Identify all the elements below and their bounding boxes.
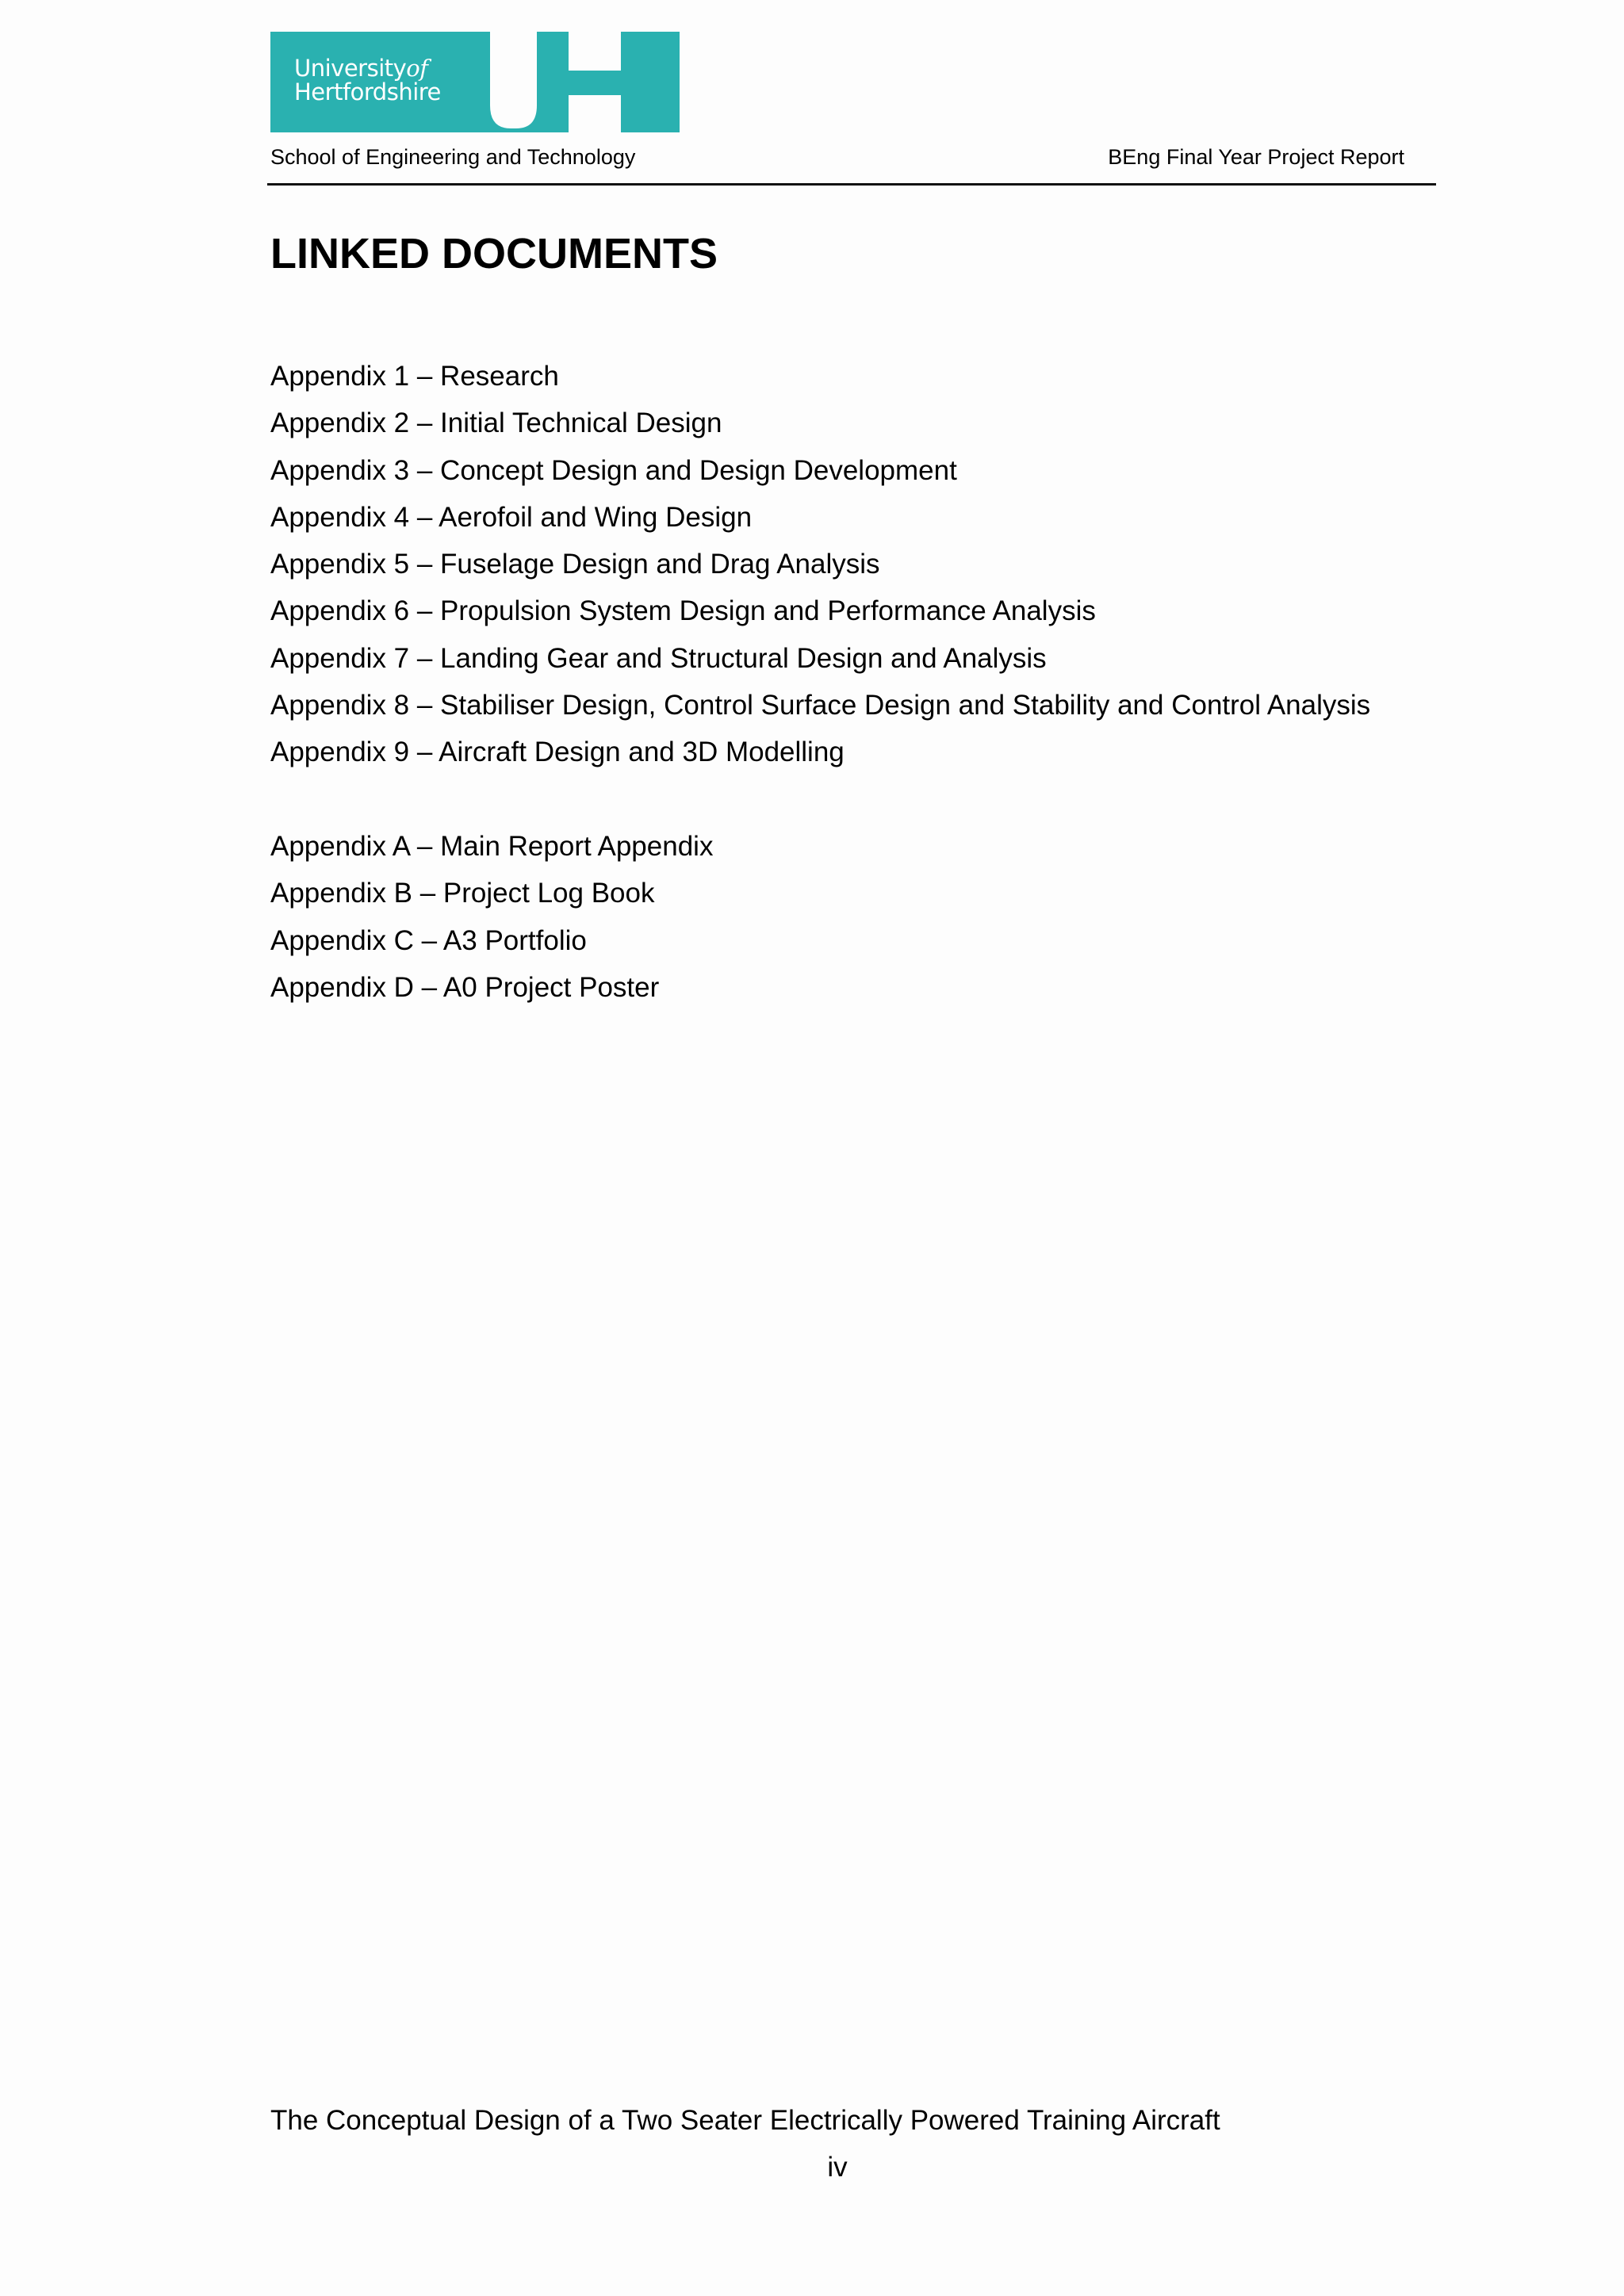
- header-divider: [267, 183, 1436, 186]
- appendix-item: Appendix B – Project Log Book: [270, 878, 655, 909]
- page-number: iv: [827, 2152, 848, 2183]
- lettered-appendix-list: [270, 823, 713, 1011]
- appendix-item: Appendix 7 – Landing Gear and Structural Design and Analysis: [270, 642, 1047, 674]
- appendix-item: Appendix 6 – Propulsion System Design and Performance Analysis: [270, 595, 1096, 627]
- appendix-item: Appendix 2 – Initial Technical Design: [270, 408, 722, 439]
- university-logo: [270, 32, 680, 132]
- appendix-item: Appendix 5 – Fuselage Design and Drag Analysis: [270, 549, 880, 580]
- logo-wordmark: [294, 56, 441, 104]
- appendix-item: Appendix 3 – Concept Design and Design Development: [270, 454, 957, 486]
- logo-line1-italic: of: [406, 55, 428, 82]
- numbered-appendix-list: [270, 353, 1370, 776]
- appendix-item: Appendix 9 – Aircraft Design and 3D Modelling: [270, 737, 845, 768]
- logo-line1: University: [294, 55, 407, 82]
- footer-report-title: The Conceptual Design of a Two Seater Electrically Powered Training Aircraft: [270, 2105, 1220, 2136]
- appendix-item: Appendix 8 – Stabiliser Design, Control Surface Design and Stability and Control Analysis: [270, 690, 1371, 721]
- appendix-item: Appendix 1 – Research: [270, 361, 559, 392]
- header-report-type: BEng Final Year Project Report: [1108, 145, 1404, 169]
- logo-line2: Hertfordshire: [294, 78, 441, 105]
- header-school: School of Engineering and Technology: [270, 145, 636, 169]
- appendix-item: Appendix D – A0 Project Poster: [270, 971, 660, 1003]
- page-title: LINKED DOCUMENTS: [270, 230, 718, 277]
- appendix-item: Appendix 4 – Aerofoil and Wing Design: [270, 501, 753, 533]
- appendix-item: Appendix A – Main Report Appendix: [270, 831, 714, 862]
- appendix-item: Appendix C – A3 Portfolio: [270, 924, 587, 956]
